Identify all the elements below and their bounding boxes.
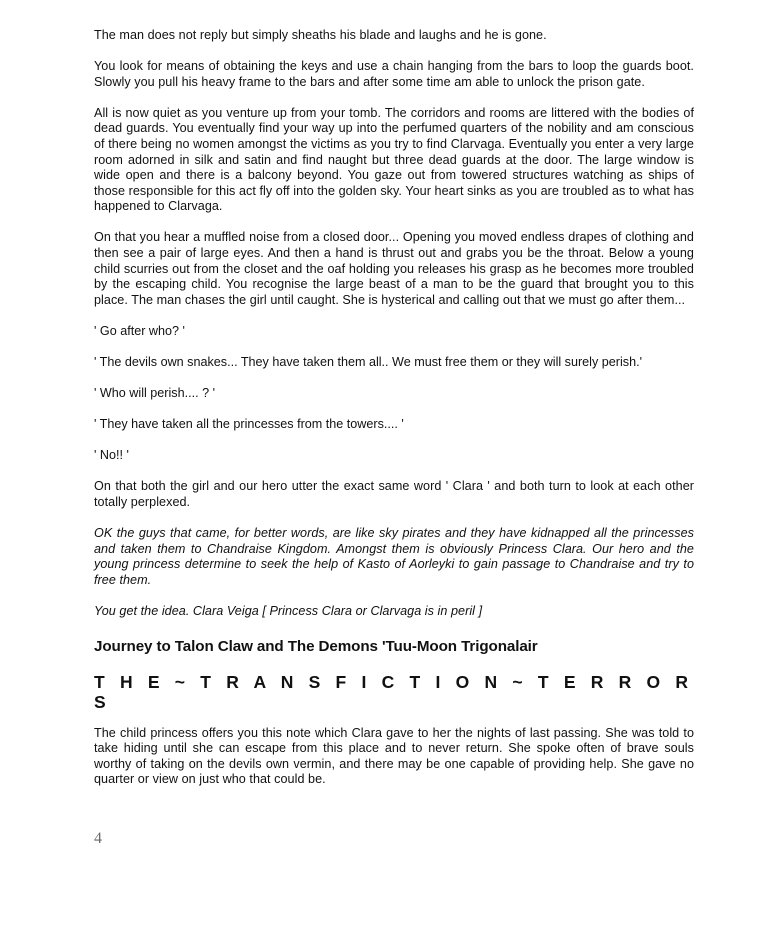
dialogue-line: ' The devils own snakes... They have taken them all.. We must free them or they will surely perish.' [94, 355, 642, 369]
paragraph-child-princess-note: The child princess offers you this note which Clara gave to her the nights of last passing. She was told to take hiding until she can escape from this place and to never return. She spoke often of brave souls worthy of taking on the devils own vermin, and there may be one capable of providing help. She gave no quarter or view on just who that could be. [94, 725, 694, 787]
page-number: 4 [94, 830, 102, 847]
section-heading-journey: Journey to Talon Claw and The Demons 'Tuu-Moon Trigonalair [94, 637, 538, 655]
dialogue-line: ' Who will perish.... ? ' [94, 386, 215, 401]
section-heading-terrors: T H E ~ T R A N S F I C T I O N ~ T E R R O R S [94, 671, 694, 712]
dialogue-line: ' No!! ' [94, 448, 129, 463]
paragraph-man-leaves: The man does not reply but simply sheaths his blade and laughs and he is gone. [94, 28, 547, 42]
document-page [94, 28, 694, 803]
dialogue-line: ' Go after who? ' [94, 323, 185, 338]
paragraph-venture-up: All is now quiet as you venture up from your tomb. The corridors and rooms are littered with the bodies of dead guards. You eventually find your way up into the perfumed quarters of the nobility and am conscious of there being no women amongst the victims as you try to find Clarvaga. Eventually you enter a very large room adorned in silk and satin and find naught but three dead guards at the door. The large window is wide open and there is a balcony beyond. You gaze out from towered structures watching as ships of those responsible for this act fly off into the golden sky. Your heart sinks as you are troubled as to what has happened to Clarvaga. [94, 105, 694, 214]
paragraph-muffled-noise: On that you hear a muffled noise from a closed door... Opening you moved endless drapes of clothing and then see a pair of large eyes. And then a hand is thrust out and grabs you be the throat. Below a young child scurries out from the closet and the oaf holding you releases his grasp as he becomes more troubled by the escaping child. You recognise the large beast of a man to be the guard that brought you to this place. The man chases the girl until caught. She is hysterical and calling out that we must go after them... [94, 230, 694, 307]
italic-note-sky-pirates: OK the guys that came, for better words, are like sky pirates and they have kidnapped all the princesses and taken them to Chandraise Kingdom. Amongst them is obviously Princess Clara. Our hero and the young princess determine to seek the help of Kasto of Aorleyki to gain passage to Chandraise and try to free them. [94, 526, 694, 587]
italic-note-clara-peril: You get the idea. Clara Veiga [ Princess Clara or Clarvaga is in peril ] [94, 603, 483, 618]
paragraph-unlock-gate: You look for means of obtaining the keys and use a chain hanging from the bars to loop the guards boot. Slowly you pull his heavy frame to the bars and after some time am able to unlock the prison gate. [94, 59, 694, 89]
paragraph-clara: On that both the girl and our hero utter the exact same word ' Clara ' and both turn to look at each other totally perplexed. [94, 479, 694, 509]
dialogue-line: ' They have taken all the princesses from the towers.... ' [94, 417, 404, 432]
